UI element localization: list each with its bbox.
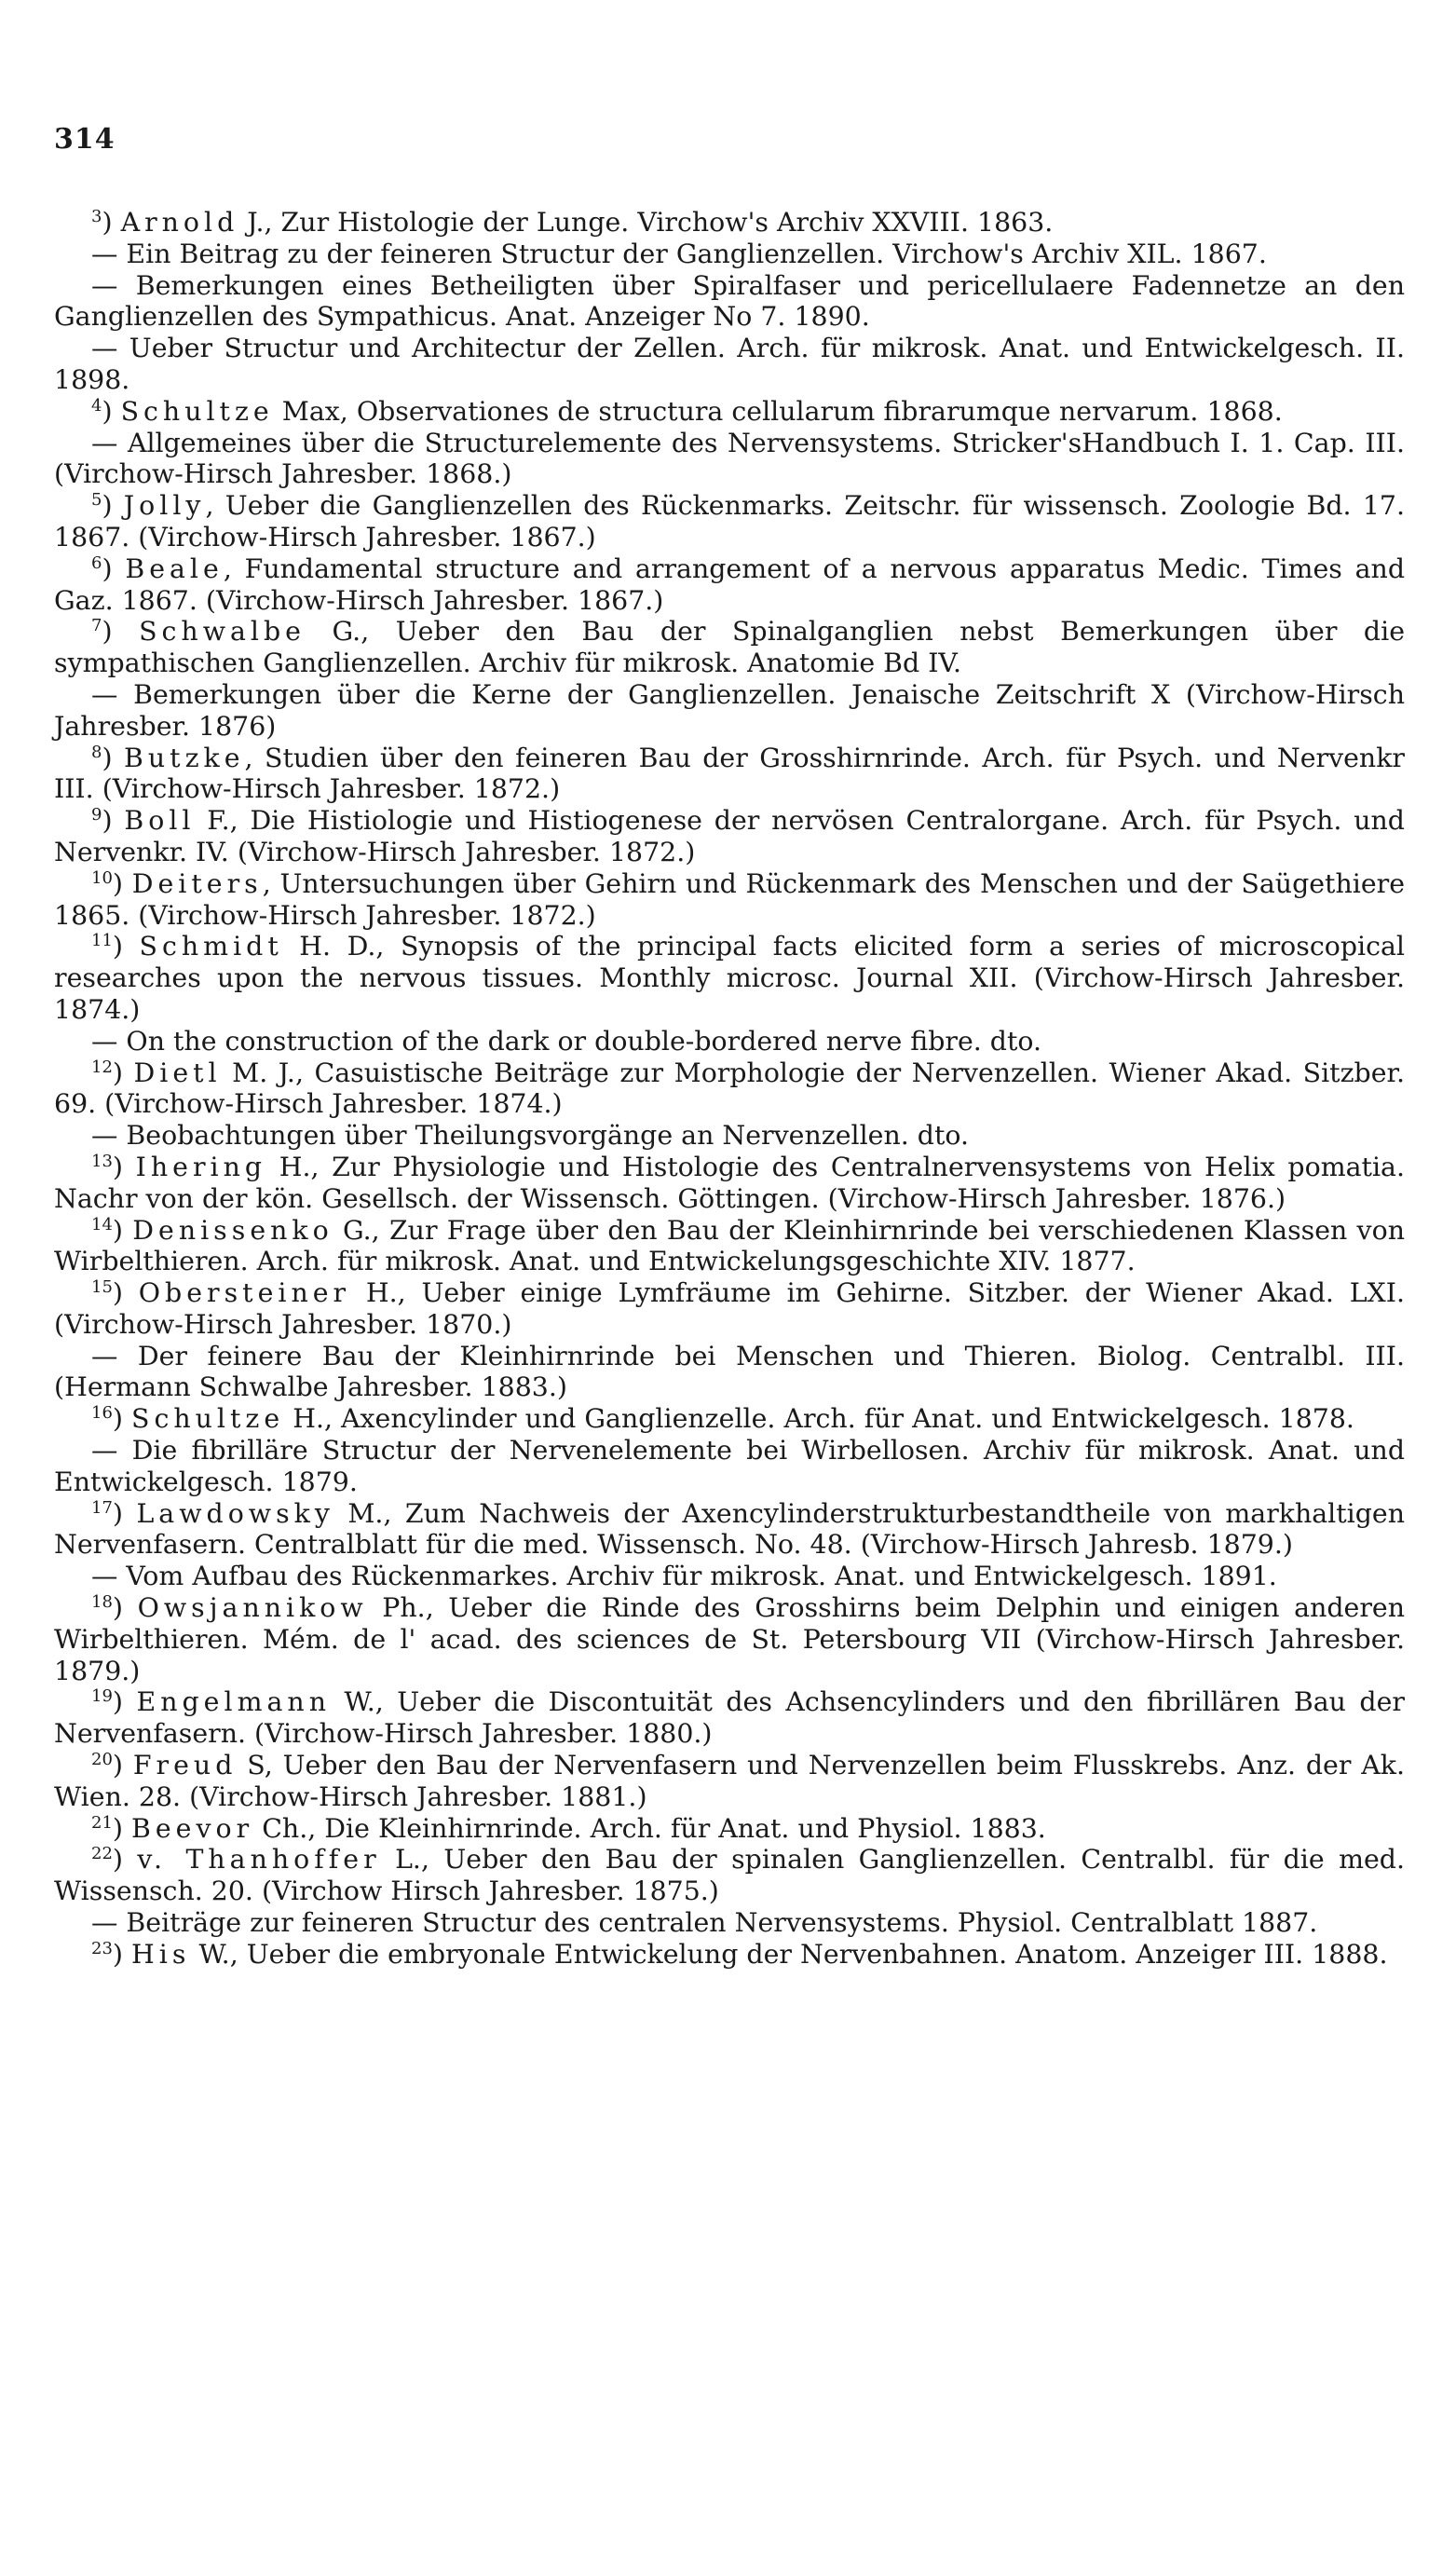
reference-author: Butzke (124, 742, 245, 773)
reference-entry (54, 1057, 1405, 1121)
reference-text: S, Ueber den Bau der Nervenfasern und Nervenzellen beim Flusskrebs. Anz. der Ak. Wien. 28. (Virchow-Hirsch Jahresber. 1881.) (54, 1750, 1405, 1812)
footnote-paren: ) (102, 207, 121, 238)
footnote-number: 14 (91, 1214, 113, 1235)
footnote-number: 22 (91, 1844, 113, 1864)
reference-author: Schultze (131, 1403, 285, 1435)
reference-entry (54, 1561, 1405, 1592)
reference-text: Ph., Ueber die Rinde des Grosshirns beim Delphin und einigen anderen Wirbelthieren. Mém. de l' acad. des sciences de St. Petersbourg VII (Virchow-Hirsch Jahresber. 1879.) (54, 1592, 1405, 1686)
reference-entry (54, 1215, 1405, 1278)
reference-entry (54, 679, 1405, 743)
reference-author: Owsjannikow (137, 1592, 368, 1624)
reference-text: — Ueber Structur und Architectur der Zellen. Arch. für mikrosk. Anat. und Entwickelgesch. II. 1898. (54, 333, 1405, 395)
reference-list (54, 207, 1405, 1971)
reference-entry (54, 1120, 1405, 1152)
footnote-paren: ) (112, 867, 132, 899)
reference-text: — Bemerkungen über die Kerne der Ganglienzellen. Jenaische Zeitschrift X (Virchow-Hirsch Jahresber. 1876) (54, 678, 1405, 742)
reference-entry (54, 1592, 1405, 1686)
page-number: 314 (54, 123, 116, 156)
reference-text: H. D., Synopsis of the principal facts elicited form a series of microscopical researches upon the nervous tissues. Monthly microsc. Journal XII. (Virchow-Hirsch Jahresber. 1874.) (54, 931, 1405, 1025)
reference-entry (54, 553, 1405, 617)
footnote-number: 19 (91, 1686, 113, 1707)
footnote-number: 4 (91, 395, 102, 416)
reference-text: , Untersuchungen über Gehirn und Rückenmark des Menschen und der Saügethiere 1865. (Virchow-Hirsch Jahresber. 1872.) (54, 867, 1405, 931)
reference-author: Boll (124, 805, 196, 837)
footnote-number: 12 (91, 1057, 113, 1077)
footnote-number: 16 (91, 1403, 113, 1424)
reference-text: — Allgemeines über die Structurelemente des Nervensystems. Stricker'sHandbuch I. 1. Cap. III. (Virchow-Hirsch Jahresber. 1868.) (54, 427, 1405, 490)
reference-author: Schwalbe (139, 616, 306, 648)
footnote-paren: ) (112, 1750, 133, 1781)
footnote-paren: ) (112, 1403, 132, 1435)
reference-entry (54, 1435, 1405, 1498)
footnote-paren: ) (102, 490, 124, 522)
reference-entry (54, 1403, 1405, 1435)
reference-text: — Vom Aufbau des Rückenmarkes. Archiv für mikrosk. Anat. und Entwickelgesch. 1891. (91, 1561, 1277, 1592)
reference-entry (54, 868, 1405, 932)
footnote-paren: ) (102, 805, 125, 837)
reference-entry (54, 207, 1405, 239)
footnote-paren: ) (112, 1844, 138, 1876)
footnote-paren: ) (112, 1497, 137, 1529)
footnote-number: 7 (91, 616, 102, 636)
reference-text: — Ein Beitrag zu der feineren Structur der Ganglienzellen. Virchow's Archiv XIL. 1867. (91, 238, 1267, 269)
reference-entry (54, 1939, 1405, 1971)
reference-author: Denissenko (132, 1214, 333, 1246)
reference-entry (54, 428, 1405, 491)
footnote-paren: ) (102, 395, 121, 427)
footnote-number: 18 (91, 1592, 113, 1613)
footnote-number: 13 (91, 1151, 113, 1171)
reference-entry (54, 616, 1405, 679)
footnote-number: 6 (91, 552, 102, 573)
reference-entry (54, 396, 1405, 428)
reference-text: M. J., Casuistische Beiträge zur Morphologie der Nervenzellen. Wiener Akad. Sitzber. 69. (Virchow-Hirsch Jahresber. 1874.) (54, 1057, 1405, 1120)
footnote-paren: ) (102, 742, 125, 773)
footnote-number: 10 (91, 867, 113, 888)
reference-entry (54, 1277, 1405, 1341)
reference-entry (54, 1813, 1405, 1845)
reference-text: L., Ueber den Bau der spinalen Ganglienzellen. Centralbl. für die med. Wissensch. 20. (Virchow Hirsch Jahresber. 1875.) (54, 1844, 1405, 1907)
reference-text: — Der feinere Bau der Kleinhirnrinde bei Menschen und Thieren. Biolog. Centralbl. III. (Hermann Schwalbe Jahresber. 1883.) (54, 1340, 1405, 1403)
reference-text: W., Ueber die Discontuität des Achsencylinders und den fibrillären Bau der Nervenfasern. (Virchow-Hirsch Jahresber. 1880.) (54, 1686, 1405, 1750)
reference-entry (54, 1750, 1405, 1813)
reference-entry (54, 490, 1405, 553)
reference-text: — On the construction of the dark or double-bordered nerve fibre. dto. (91, 1025, 1041, 1057)
reference-author: Engelmann (136, 1686, 331, 1718)
reference-entry (54, 1907, 1405, 1939)
footnote-paren: ) (112, 1686, 137, 1718)
reference-text: , Studien über den feineren Bau der Grosshirnrinde. Arch. für Psych. und Nervenkr III. (Virchow-Hirsch Jahresber. 1872.) (54, 742, 1405, 805)
reference-text: — Beobachtungen über Theilungsvorgänge an Nervenzellen. dto. (91, 1120, 969, 1152)
reference-text: W., Ueber die embryonale Entwickelung der Nervenbahnen. Anatom. Anzeiger III. 1888. (190, 1938, 1388, 1970)
reference-author: Dietl (133, 1057, 222, 1088)
footnote-number: 3 (91, 207, 102, 226)
reference-text: , Ueber die Ganglienzellen des Rückenmarks. Zeitschr. für wissensch. Zoologie Bd. 17. 1867. (Virchow-Hirsch Jahresber. 1867.) (54, 490, 1405, 552)
footnote-paren: ) (112, 1938, 132, 1970)
footnote-number: 8 (91, 742, 102, 762)
reference-author: Schultze (120, 395, 274, 427)
footnote-paren: ) (112, 1812, 132, 1844)
reference-entry (54, 931, 1405, 1025)
reference-entry (54, 1844, 1405, 1907)
reference-author: v. Thanhoffer (137, 1844, 381, 1876)
footnote-number: 17 (91, 1497, 113, 1518)
reference-entry (54, 743, 1405, 806)
reference-author: Beevor (131, 1812, 254, 1844)
reference-author: Arnold (120, 207, 239, 238)
footnote-paren: ) (102, 552, 126, 584)
footnote-number: 20 (91, 1750, 113, 1770)
footnote-paren: ) (112, 1151, 136, 1182)
reference-text: — Bemerkungen eines Betheiligten über Spiralfaser und pericellulaere Fadennetze an den Ganglienzellen des Sympathicus. Anat. Anzeiger No 7. 1890. (54, 269, 1405, 333)
footnote-paren: ) (112, 931, 140, 962)
footnote-paren: ) (102, 616, 140, 648)
reference-text: Ch., Die Kleinhirnrinde. Arch. für Anat. und Physiol. 1883. (253, 1812, 1046, 1844)
reference-entry (54, 270, 1405, 334)
reference-entry (54, 1686, 1405, 1750)
reference-entry (54, 1341, 1405, 1404)
footnote-paren: ) (112, 1592, 138, 1624)
reference-text: Max, Observationes de structura cellularum fibrarumque nervarum. 1868. (273, 395, 1283, 427)
reference-text: , Fundamental structure and arrangement of a nervous apparatus Medic. Times and Gaz. 1867. (Virchow-Hirsch Jahresber. 1867.) (54, 552, 1405, 616)
reference-text: F., Die Histiologie und Histiogenese der nervösen Centralorgane. Arch. für Psych. und Nervenkr. IV. (Virchow-Hirsch Jahresber. 1872.) (54, 805, 1405, 867)
footnote-number: 23 (91, 1938, 113, 1958)
reference-text: G., Ueber den Bau der Spinalganglien nebst Bemerkungen über die sympathischen Ganglienzellen. Archiv für mikrosk. Anatomie Bd IV. (54, 616, 1405, 679)
footnote-paren: ) (112, 1214, 133, 1246)
reference-entry (54, 239, 1405, 270)
reference-author: Freud (132, 1750, 238, 1781)
reference-author: Ihering (135, 1151, 267, 1182)
reference-entry (54, 1026, 1405, 1057)
reference-text: — Beiträge zur feineren Structur des centralen Nervensystems. Physiol. Centralblatt 1887. (91, 1907, 1318, 1939)
reference-author: Beale (125, 552, 224, 584)
reference-entry (54, 333, 1405, 396)
footnote-number: 21 (91, 1812, 113, 1833)
reference-text: M., Zum Nachweis der Axencylinderstrukturbestandtheile von markhaltigen Nervenfasern. Centralblatt für die med. Wissensch. No. 48. (Virchow-Hirsch Jahresb. 1879.) (54, 1497, 1406, 1561)
reference-entry (54, 805, 1405, 868)
reference-text: G., Zur Frage über den Bau der Kleinhirnrinde bei verschiedenen Klassen von Wirbelthieren. Arch. für mikrosk. Anat. und Entwickelungsgeschichte XIV. 1877. (54, 1214, 1405, 1277)
reference-text: H., Zur Physiologie und Histologie des Centralnervensystems von Helix pomatia. Nachr von der kön. Gesellsch. der Wissensch. Göttingen. (Virchow-Hirsch Jahresber. 1876.) (54, 1151, 1405, 1214)
reference-author: Lawdowsky (136, 1497, 334, 1529)
reference-author: His (131, 1938, 191, 1970)
footnote-number: 11 (91, 931, 113, 951)
reference-author: Jolly (123, 490, 206, 522)
reference-entry (54, 1152, 1405, 1215)
reference-author: Obersteiner (138, 1277, 351, 1309)
footnote-paren: ) (112, 1057, 134, 1088)
footnote-number: 9 (91, 805, 102, 825)
footnote-number: 15 (91, 1277, 113, 1298)
reference-author: Schmidt (139, 931, 283, 962)
footnote-paren: ) (112, 1277, 139, 1309)
reference-text: H., Ueber einige Lymfräume im Gehirne. Sitzber. der Wiener Akad. LXI. (Virchow-Hirsch Jahresber. 1870.) (54, 1277, 1405, 1340)
reference-text: — Die fibrilläre Structur der Nervenelemente bei Wirbellosen. Archiv für mikrosk. Anat. und Entwickelgesch. 1879. (54, 1435, 1405, 1497)
reference-entry (54, 1498, 1405, 1562)
reference-text: H., Axencylinder und Ganglienzelle. Arch. für Anat. und Entwickelgesch. 1878. (284, 1403, 1354, 1435)
reference-author: Deiters (131, 867, 263, 899)
footnote-number: 5 (91, 490, 102, 511)
reference-text: J., Zur Histologie der Lunge. Virchow's Archiv XXVIII. 1863. (238, 207, 1054, 238)
